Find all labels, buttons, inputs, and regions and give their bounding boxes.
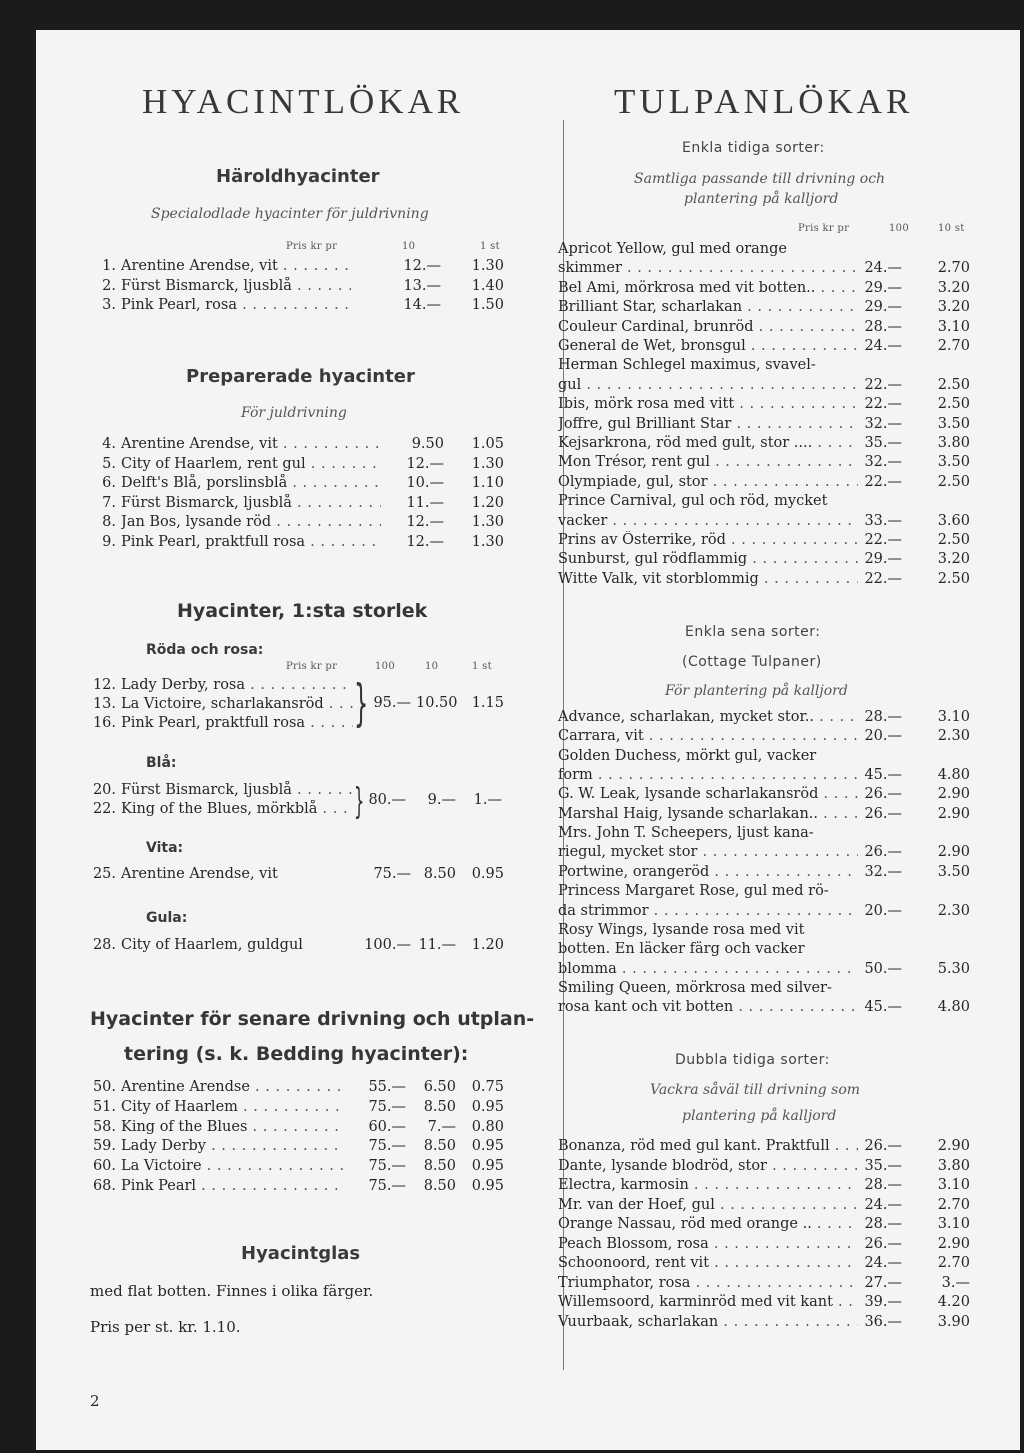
item-name: La Victoire, scharlakansröd . . . (121, 695, 353, 714)
item-name: form . . . (558, 766, 858, 785)
item-name: Jan Bos, lysande röd . . . (121, 513, 381, 532)
price-100: 29.— (864, 299, 902, 316)
item-name: blomma . . . (558, 960, 858, 979)
price-1: 1.40 (471, 277, 504, 294)
price-10: 4.80 (937, 767, 970, 784)
item-name: Mrs. John T. Scheepers, ljust kana- (558, 825, 814, 842)
item-number: 20. (92, 782, 116, 798)
price-100: 33.— (864, 512, 902, 529)
item-name: King of the Blues . . . (121, 1118, 343, 1137)
price-100: 95.— (373, 695, 411, 711)
price-100: 29.— (864, 279, 902, 296)
item-number: 5. (102, 455, 116, 472)
item-name: Kejsarkrona, röd med gult, stor .... . . . (558, 434, 858, 453)
item-number: 8. (102, 514, 116, 531)
group-label-blue: Blå: (146, 755, 177, 771)
price-100: 60.— (368, 1118, 406, 1135)
item-name: Joffre, gul Brilliant Star . . . (558, 415, 858, 434)
item-number: 50. (92, 1079, 116, 1095)
price-100: 55.— (368, 1079, 406, 1095)
col-header-1st: 1 st (472, 661, 492, 672)
item-number: 16. (92, 715, 116, 731)
item-name: Sunburst, gul rödflammig . . . (558, 550, 858, 569)
glass-price: Pris per st. kr. 1.10. (90, 1318, 241, 1336)
price-100: 50.— (864, 960, 902, 977)
price-10: 5.30 (937, 960, 970, 977)
item-name: Schoonoord, rent vit . . . (558, 1254, 858, 1273)
item-name: Peach Blossom, rosa . . . (558, 1235, 858, 1254)
section-heading-haroldhyacinter: Häroldhyacinter (216, 166, 380, 187)
price-10: 11.— (406, 494, 444, 511)
price-100: 22.— (864, 396, 902, 413)
item-name: da strimmor . . . (558, 902, 858, 921)
price-10: 3.60 (937, 512, 970, 529)
item-name: Lady Derby . . . (121, 1137, 343, 1156)
price-100: 22.— (864, 532, 902, 548)
price-100: 24.— (864, 1255, 902, 1271)
price-100: 24.— (864, 1196, 902, 1213)
price-10: 10.— (406, 475, 444, 492)
price-100: 75.— (368, 1178, 406, 1194)
item-name: City of Haarlem . . . (121, 1098, 343, 1117)
price-100: 32.— (864, 415, 902, 432)
group-label-white: Vita: (146, 840, 184, 856)
section-heading-hyacintglas: Hyacintglas (241, 1243, 361, 1264)
price-10: 2.90 (937, 1235, 970, 1252)
price-10: 3.20 (937, 551, 970, 568)
item-number: 2. (102, 277, 116, 294)
price-100: 29.— (864, 551, 902, 568)
item-name: Pink Pearl, praktfull rosa . . . (121, 714, 353, 733)
price-100: 22.— (864, 570, 902, 587)
price-1: 1.20 (471, 494, 504, 511)
item-number: 58. (92, 1118, 116, 1135)
price-10: 8.50 (423, 1138, 456, 1155)
price-100: 26.— (864, 1138, 902, 1154)
item-name: Pink Pearl, praktfull rosa . . . (121, 533, 381, 552)
col-header-10st: 10 st (938, 223, 965, 234)
price-100: 75.— (373, 866, 411, 882)
price-100: 75.— (368, 1138, 406, 1155)
price-10: 3.50 (937, 863, 970, 880)
price-10: 3.80 (937, 435, 970, 451)
col-header-price: Pris kr pr (798, 223, 850, 234)
group-brace: } (354, 674, 369, 732)
price-10: 2.90 (937, 786, 970, 803)
price-10: 2.70 (937, 1255, 970, 1271)
item-name: Carrara, vit . . . (558, 727, 858, 746)
price-100: 28.— (864, 1216, 902, 1232)
section-note: För juldrivning (241, 405, 347, 421)
price-100: 75.— (368, 1098, 406, 1115)
price-1: 1.30 (471, 258, 504, 274)
item-name: Ibis, mörk rosa med vitt . . . (558, 395, 858, 414)
section-note: För plantering på kalljord (665, 683, 848, 699)
price-10: 3.90 (937, 1313, 970, 1330)
price-10: 12.— (406, 534, 444, 550)
item-number: 6. (102, 475, 116, 492)
section-heading-preparerade: Preparerade hyacinter (186, 366, 415, 387)
price-10: 3.80 (937, 1157, 970, 1174)
col-header-1st: 1 st (480, 241, 500, 252)
item-name: Arentine Arendse, vit . . . (121, 257, 351, 276)
item-name: Pink Pearl, rosa . . . (121, 296, 351, 315)
price-100: 35.— (864, 1157, 902, 1174)
section-note-line2: plantering på kalljord (682, 1108, 837, 1124)
price-1: 0.80 (471, 1118, 504, 1135)
item-name: Princess Margaret Rose, gul med rö- (558, 883, 829, 900)
item-name: Arentine Arendse . . . (121, 1078, 343, 1097)
price-10: 3.50 (937, 415, 970, 432)
price-10: 2.70 (937, 1196, 970, 1213)
section-note-line1: Samtliga passande till drivning och (634, 171, 886, 187)
price-100: 100.— (364, 937, 411, 953)
price-10: 7.— (427, 1118, 456, 1135)
price-10: 3.10 (937, 709, 970, 725)
item-name: Witte Valk, vit storblommig . . . (558, 570, 858, 589)
item-name: Herman Schlegel maximus, svavel- (558, 357, 816, 374)
section-heading-late: Enkla sena sorter: (685, 624, 821, 640)
item-name: Electra, karmosin . . . (558, 1176, 858, 1195)
price-1: 0.75 (471, 1079, 504, 1095)
price-100: 28.— (864, 1177, 902, 1193)
item-name: riegul, mycket stor . . . (558, 843, 858, 862)
item-name: Dante, lysande blodröd, stor . . . (558, 1157, 858, 1176)
item-name: Apricot Yellow, gul med orange (558, 241, 788, 257)
price-100: 45.— (864, 767, 902, 784)
price-10: 3.20 (937, 279, 970, 296)
section-subheading-cottage: (Cottage Tulpaner) (682, 654, 822, 670)
item-name: Advance, scharlakan, mycket stor.. . . . (558, 708, 858, 727)
item-number: 1. (102, 258, 116, 274)
section-heading-double: Dubbla tidiga sorter: (675, 1052, 830, 1068)
price-1: 1.05 (471, 436, 504, 452)
item-name: Fürst Bismarck, ljusblå . . . (121, 494, 381, 513)
price-100: 26.— (864, 844, 902, 861)
item-number: 7. (102, 494, 116, 511)
price-10: 2.30 (937, 902, 970, 919)
section-heading-bedding-line2: tering (s. k. Bedding hyacinter): (124, 1043, 469, 1065)
item-name: City of Haarlem, guldgul (121, 937, 303, 953)
item-number: 59. (92, 1138, 116, 1155)
price-10: 2.50 (937, 376, 970, 393)
item-name: La Victoire . . . (121, 1157, 343, 1176)
item-name: botten. En läcker färg och vacker (558, 941, 805, 958)
page-number: 2 (90, 1392, 100, 1410)
price-100: 32.— (864, 863, 902, 880)
section-heading-bedding-line1: Hyacinter för senare drivning och utplan- (90, 1008, 535, 1030)
group-brace: } (354, 781, 365, 822)
item-name: Couleur Cardinal, brunröd . . . (558, 318, 858, 337)
item-name: skimmer . . . (558, 259, 858, 278)
price-10: 2.30 (937, 728, 970, 745)
item-name: Smiling Queen, mörkrosa med silver- (558, 979, 832, 996)
price-10: 4.80 (937, 999, 970, 1016)
item-number: 4. (102, 436, 116, 452)
glass-description: med flat botten. Finnes i olika färger. (90, 1282, 374, 1300)
group-label-yellow: Gula: (146, 910, 188, 926)
section-note: Specialodlade hyacinter för juldrivning (151, 206, 429, 222)
price-10: 3.20 (937, 299, 970, 316)
item-number: 12. (92, 677, 116, 693)
item-number: 3. (102, 297, 116, 313)
item-name: Lady Derby, rosa . . . (121, 676, 353, 695)
col-header-price: Pris kr pr (286, 661, 338, 672)
price-10: 12.— (403, 258, 441, 274)
item-name: Mon Trésor, rent gul . . . (558, 453, 858, 472)
item-name: Delft's Blå, porslinsblå . . . (121, 474, 381, 493)
col-header-100: 100 (375, 661, 395, 672)
price-1: 1.— (473, 792, 502, 808)
price-100: 22.— (864, 473, 902, 490)
price-1: 0.95 (471, 1178, 504, 1194)
section-note-line1: Vackra såväl till drivning som (650, 1082, 861, 1098)
price-10: 8.50 (423, 1158, 456, 1175)
item-name: Rosy Wings, lysande rosa med vit (558, 921, 805, 938)
price-1: 1.30 (471, 455, 504, 472)
item-name: Triumphator, rosa . . . (558, 1274, 858, 1293)
item-name: Mr. van der Hoef, gul . . . (558, 1196, 858, 1215)
item-name: Bel Ami, mörkrosa med vit botten.. . . . (558, 279, 858, 298)
price-1: 0.95 (471, 866, 504, 882)
item-name: Arentine Arendse, vit . . . (121, 435, 381, 454)
price-10: 13.— (403, 277, 441, 294)
price-100: 45.— (864, 999, 902, 1016)
section-heading-early: Enkla tidiga sorter: (682, 140, 825, 156)
section-note-line2: plantering på kalljord (684, 191, 839, 207)
group-label-red-pink: Röda och rosa: (146, 642, 264, 658)
item-name: rosa kant och vit botten . . . (558, 998, 858, 1017)
item-name: Brilliant Star, scharlakan . . . (558, 298, 858, 317)
item-name: Bonanza, röd med gul kant. Praktfull . . . (558, 1137, 858, 1156)
item-number: 68. (92, 1178, 116, 1194)
price-100: 35.— (864, 435, 902, 451)
price-10: 3.50 (937, 454, 970, 471)
item-name: G. W. Leak, lysande scharlakansröd . . . (558, 785, 858, 804)
item-number: 9. (102, 534, 116, 550)
item-name: Vuurbaak, scharlakan . . . (558, 1313, 858, 1332)
item-number: 13. (92, 696, 116, 712)
item-name: Fürst Bismarck, ljusblå . . . (121, 277, 351, 296)
item-name: Olympiade, gul, stor . . . (558, 473, 858, 492)
price-10: 8.50 (423, 1178, 456, 1194)
col-header-100: 100 (889, 223, 909, 234)
price-10: 3.10 (937, 1177, 970, 1193)
price-1: 0.95 (471, 1138, 504, 1155)
item-number: 28. (92, 937, 116, 953)
price-100: 27.— (864, 1274, 902, 1291)
price-10: 12.— (406, 455, 444, 472)
item-name: Prins av Österrike, röd . . . (558, 531, 858, 550)
item-name: Willemsoord, karminröd med vit kant . . . (558, 1293, 858, 1312)
col-header-10: 10 (425, 661, 439, 672)
price-10: 2.70 (937, 260, 970, 277)
price-10: 14.— (403, 297, 441, 313)
price-10: 2.90 (937, 1138, 970, 1154)
price-100: 32.— (864, 454, 902, 471)
price-1: 0.95 (471, 1098, 504, 1115)
item-name: City of Haarlem, rent gul . . . (121, 455, 381, 474)
price-1: 1.50 (471, 297, 504, 313)
item-number: 51. (92, 1098, 116, 1115)
price-100: 26.— (864, 786, 902, 803)
item-name: Golden Duchess, mörkt gul, vacker (558, 747, 817, 764)
price-100: 26.— (864, 1235, 902, 1252)
price-10: 2.90 (937, 805, 970, 822)
price-100: 24.— (864, 260, 902, 277)
price-100: 80.— (368, 792, 406, 808)
price-100: 20.— (864, 728, 902, 745)
price-100: 39.— (864, 1294, 902, 1310)
price-10: 3.— (941, 1274, 970, 1291)
item-name: King of the Blues, mörkblå . . . (121, 800, 353, 819)
price-10: 12.— (406, 514, 444, 531)
price-100: 36.— (864, 1313, 902, 1330)
price-100: 24.— (864, 338, 902, 354)
price-10: 8.50 (423, 866, 456, 882)
price-100: 22.— (864, 376, 902, 393)
item-number: 60. (92, 1158, 116, 1175)
price-1: 1.30 (471, 514, 504, 531)
price-10: 10.50 (416, 695, 458, 711)
item-name: Orange Nassau, röd med orange .. . . . (558, 1215, 858, 1234)
tulip-title: TULPANLÖKAR (614, 82, 914, 121)
item-name: General de Wet, bronsgul . . . (558, 337, 858, 356)
price-10: 2.90 (937, 844, 970, 861)
item-name: Marshal Haig, lysande scharlakan.. . . . (558, 805, 858, 824)
hyacinth-title: HYACINTLÖKAR (142, 82, 465, 121)
item-name: gul . . . (558, 376, 858, 395)
price-100: 20.— (864, 902, 902, 919)
price-10: 2.50 (937, 396, 970, 413)
price-100: 28.— (864, 709, 902, 725)
price-100: 28.— (864, 318, 902, 335)
price-10: 2.50 (937, 532, 970, 548)
price-10: 11.— (418, 937, 456, 953)
price-10: 9.50 (411, 436, 444, 452)
price-100: 75.— (368, 1158, 406, 1175)
item-name: Fürst Bismarck, ljusblå . . . (121, 781, 353, 800)
price-10: 8.50 (423, 1098, 456, 1115)
col-header-price: Pris kr pr (286, 241, 338, 252)
item-number: 25. (92, 866, 116, 882)
price-1: 1.10 (471, 475, 504, 492)
item-name: vacker . . . (558, 512, 858, 531)
catalog-page (36, 30, 1020, 1450)
item-number: 22. (92, 801, 116, 817)
price-10: 2.50 (937, 570, 970, 587)
price-10: 3.10 (937, 318, 970, 335)
price-10: 2.50 (937, 473, 970, 490)
price-1: 0.95 (471, 1158, 504, 1175)
price-1: 1.20 (471, 937, 504, 953)
price-10: 6.50 (423, 1079, 456, 1095)
price-1: 1.30 (471, 534, 504, 550)
price-10: 2.70 (937, 338, 970, 354)
item-name: Portwine, orangeröd . . . (558, 863, 858, 882)
col-header-10: 10 (402, 241, 416, 252)
price-10: 9.— (427, 792, 456, 808)
item-name: Prince Carnival, gul och röd, mycket (558, 493, 828, 510)
item-name: Arentine Arendse, vit (121, 866, 278, 882)
price-1: 1.15 (471, 695, 504, 711)
section-heading-forsta-storlek: Hyacinter, 1:sta storlek (177, 600, 428, 622)
price-10: 4.20 (937, 1294, 970, 1310)
price-100: 26.— (864, 805, 902, 822)
item-name: Pink Pearl . . . (121, 1177, 343, 1196)
price-10: 3.10 (937, 1216, 970, 1232)
